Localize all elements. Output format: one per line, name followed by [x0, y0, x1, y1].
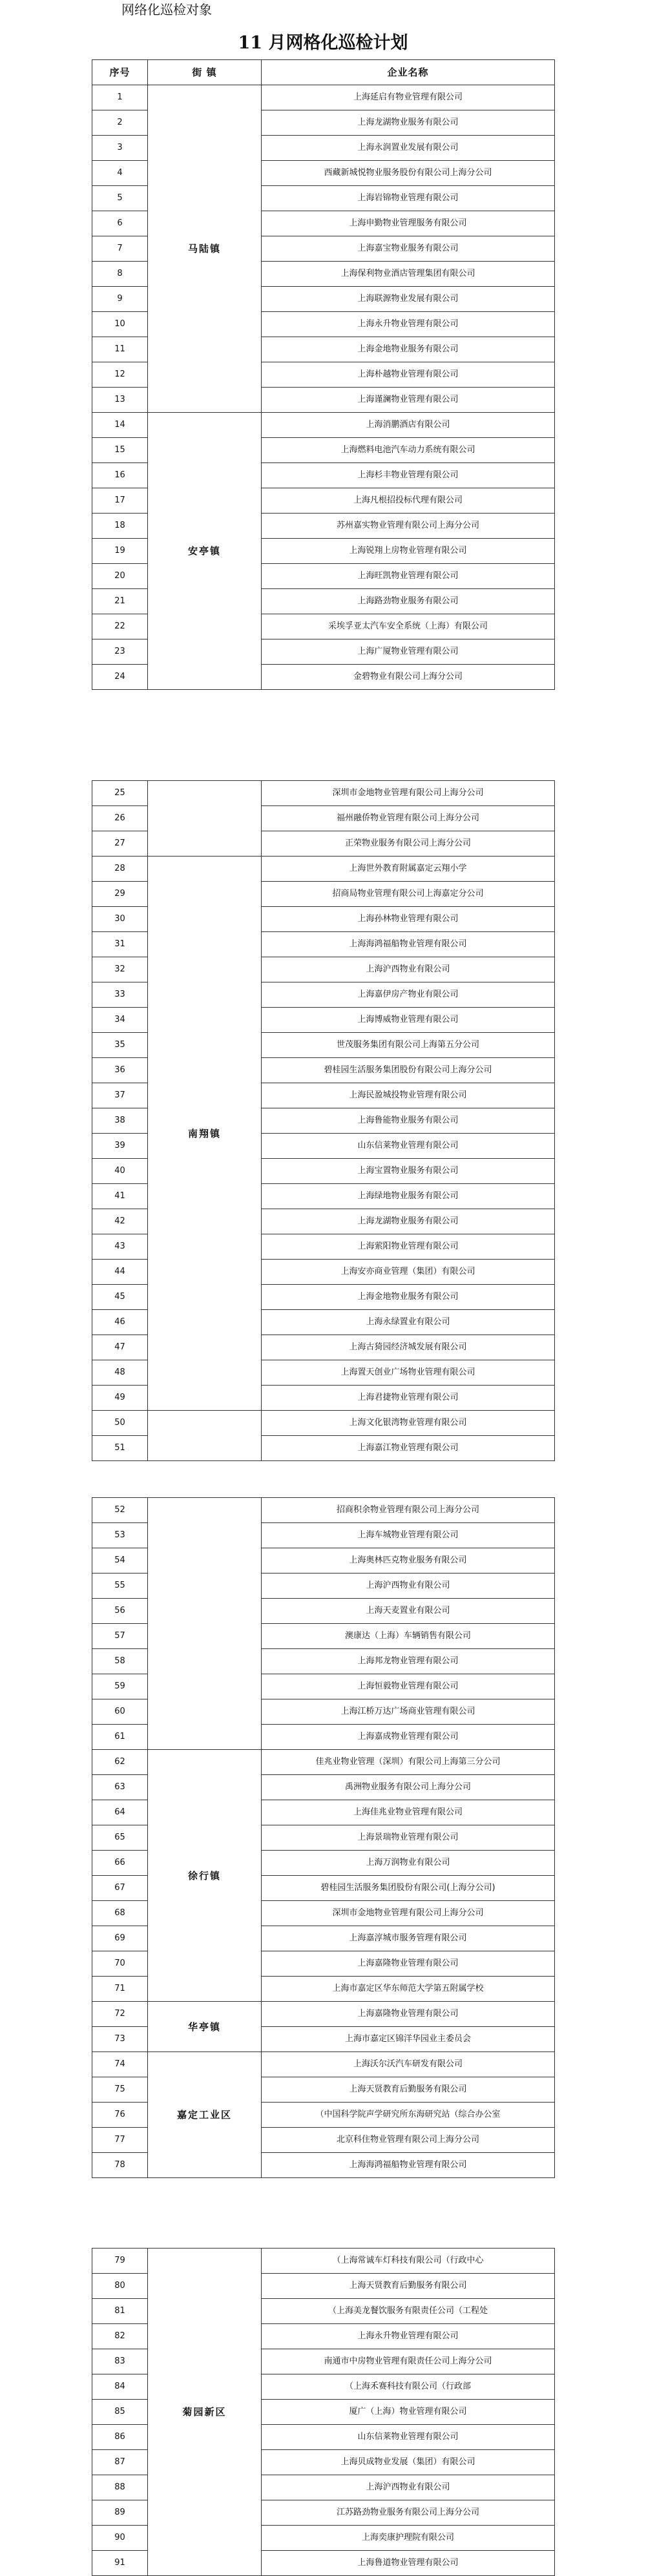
company-name: 上海车城物业管理有限公司	[262, 1523, 555, 1548]
row-number: 41	[92, 1184, 148, 1209]
row-number: 71	[92, 1977, 148, 2002]
row-number: 35	[92, 1033, 148, 1058]
row-number: 42	[92, 1209, 148, 1234]
row-number: 30	[92, 907, 148, 932]
company-name: 苏州嘉实物业管理有限公司上海分公司	[262, 514, 555, 539]
row-number: 83	[92, 2349, 148, 2374]
company-name: 上海龙湖物业服务有限公司	[262, 1209, 555, 1234]
table-row	[92, 781, 555, 806]
company-name: 上海永升物业管理有限公司	[262, 312, 555, 337]
company-name: 采埃孚亚太汽车安全系统（上海）有限公司	[262, 614, 555, 639]
company-name: 上海嘉伊房产物业有限公司	[262, 982, 555, 1008]
street-cell: 徐行镇	[148, 1750, 262, 2002]
table-section	[92, 1497, 554, 2178]
company-name: （上海美龙餐饮服务有限责任公司（工程处	[262, 2299, 555, 2324]
row-number: 4	[92, 161, 148, 186]
company-name: 上海鲁道物业管理有限公司	[262, 2551, 555, 2576]
company-name: 上海市嘉定区锦洋华园业主委员会	[262, 2027, 555, 2052]
company-name: 上海万润物业有限公司	[262, 1851, 555, 1876]
row-number: 11	[92, 337, 148, 362]
row-number: 51	[92, 1436, 148, 1461]
company-name: 上海嘉成物业管理有限公司	[262, 1725, 555, 1750]
street-cell: 华亭镇	[148, 2002, 262, 2052]
company-name: 上海天贤教育后勤服务有限公司	[262, 2077, 555, 2103]
company-name: 上海谨澜物业管理有限公司	[262, 388, 555, 413]
company-name: 上海市嘉定区华东师范大学第五附属学校	[262, 1977, 555, 2002]
table-row	[92, 1750, 555, 1775]
company-name: 上海江桥万达广场商业管理有限公司	[262, 1699, 555, 1725]
company-name: 江苏路劲物业服务有限公司上海分公司	[262, 2500, 555, 2526]
table-section	[92, 780, 554, 1461]
row-number: 90	[92, 2526, 148, 2551]
table-section	[92, 2248, 554, 2576]
company-name: 上海凡根招投标代理有限公司	[262, 488, 555, 514]
company-name: （上海禾赛科技有限公司（行政部	[262, 2374, 555, 2400]
row-number: 19	[92, 539, 148, 564]
company-name: 上海嘉淳城市服务管理有限公司	[262, 1926, 555, 1951]
company-name: 上海申勤物业管理服务有限公司	[262, 211, 555, 236]
company-name: 山东信莱物业管理有限公司	[262, 2425, 555, 2450]
row-number: 9	[92, 287, 148, 312]
row-number: 46	[92, 1310, 148, 1335]
row-number: 66	[92, 1851, 148, 1876]
row-number: 67	[92, 1876, 148, 1901]
company-name: 上海绿地物业服务有限公司	[262, 1184, 555, 1209]
company-name: 上海天贤教育后勤服务有限公司	[262, 2274, 555, 2299]
row-number: 12	[92, 362, 148, 388]
row-number: 50	[92, 1411, 148, 1436]
company-name: 上海永绿置业有限公司	[262, 1310, 555, 1335]
table-row	[92, 85, 555, 110]
company-name: 上海嘉隆物业管理有限公司	[262, 1951, 555, 1977]
row-number: 26	[92, 806, 148, 831]
company-name: 招商局物业管理有限公司上海嘉定分公司	[262, 882, 555, 907]
row-number: 85	[92, 2400, 148, 2425]
row-number: 45	[92, 1285, 148, 1310]
company-name: 上海沪西物业有限公司	[262, 957, 555, 982]
company-name: 上海宝置物业服务有限公司	[262, 1159, 555, 1184]
row-number: 82	[92, 2324, 148, 2349]
row-number: 25	[92, 781, 148, 806]
table-row	[92, 413, 555, 438]
company-name: 上海朴越物业管理有限公司	[262, 362, 555, 388]
row-number: 15	[92, 438, 148, 463]
row-number: 81	[92, 2299, 148, 2324]
company-name: 上海鲁能物业服务有限公司	[262, 1108, 555, 1134]
company-name: 上海古猗园经济城发展有限公司	[262, 1335, 555, 1360]
company-name: 上海联源物业发展有限公司	[262, 287, 555, 312]
company-name: 上海孙林物业管理有限公司	[262, 907, 555, 932]
row-number: 3	[92, 136, 148, 161]
company-name: 上海邦龙物业管理有限公司	[262, 1649, 555, 1674]
company-name: 上海民盈城投物业管理有限公司	[262, 1083, 555, 1108]
row-number: 28	[92, 857, 148, 882]
company-name: 世茂服务集团有限公司上海第五分公司	[262, 1033, 555, 1058]
row-number: 37	[92, 1083, 148, 1108]
company-name: 上海杉丰物业管理有限公司	[262, 463, 555, 488]
row-number: 39	[92, 1134, 148, 1159]
company-name: 深圳市金地物业管理有限公司上海分公司	[262, 781, 555, 806]
row-number: 87	[92, 2450, 148, 2475]
row-number: 17	[92, 488, 148, 514]
row-number: 6	[92, 211, 148, 236]
street-cell: 安亭镇	[148, 413, 262, 690]
company-name: 上海燃料电池汽车动力系统有限公司	[262, 438, 555, 463]
row-number: 44	[92, 1260, 148, 1285]
row-number: 29	[92, 882, 148, 907]
row-number: 10	[92, 312, 148, 337]
column-header-company: 企业名称	[262, 60, 555, 85]
row-number: 74	[92, 2052, 148, 2077]
company-name: 上海世外教育附属嘉定云翔小学	[262, 857, 555, 882]
company-name: 厦广（上海）物业管理有限公司	[262, 2400, 555, 2425]
row-number: 58	[92, 1649, 148, 1674]
company-name: 上海路劲物业服务有限公司	[262, 589, 555, 614]
table-row	[92, 2052, 555, 2077]
table-row	[92, 2249, 555, 2274]
row-number: 56	[92, 1599, 148, 1624]
row-number: 33	[92, 982, 148, 1008]
row-number: 49	[92, 1386, 148, 1411]
row-number: 21	[92, 589, 148, 614]
row-number: 77	[92, 2128, 148, 2153]
row-number: 1	[92, 85, 148, 110]
row-number: 8	[92, 262, 148, 287]
row-number: 18	[92, 514, 148, 539]
row-number: 31	[92, 932, 148, 957]
company-name: 上海佳兆业物业管理有限公司	[262, 1800, 555, 1825]
row-number: 55	[92, 1574, 148, 1599]
company-name: 上海保利物业酒店管理集团有限公司	[262, 262, 555, 287]
company-name: 上海文化银湾物业管理有限公司	[262, 1411, 555, 1436]
row-number: 86	[92, 2425, 148, 2450]
company-name: 上海金地物业服务有限公司	[262, 337, 555, 362]
table-section	[92, 59, 554, 690]
street-cell: 南翔镇	[148, 857, 262, 1411]
plan-label: 网络化巡检对象	[121, 2, 212, 17]
company-name: 上海消鹏酒店有限公司	[262, 413, 555, 438]
row-number: 84	[92, 2374, 148, 2400]
company-name: 深圳市金地物业管理有限公司上海分公司	[262, 1901, 555, 1926]
row-number: 34	[92, 1008, 148, 1033]
company-name: 上海奕康护理院有限公司	[262, 2526, 555, 2551]
company-name: 上海天麦置业有限公司	[262, 1599, 555, 1624]
row-number: 43	[92, 1234, 148, 1260]
row-number: 91	[92, 2551, 148, 2576]
row-number: 16	[92, 463, 148, 488]
company-name: 上海延启有物业管理有限公司	[262, 85, 555, 110]
company-name: 上海岩锦物业管理有限公司	[262, 186, 555, 211]
row-number: 60	[92, 1699, 148, 1725]
company-name: 金碧物业有限公司上海分公司	[262, 665, 555, 690]
company-name: 上海永升物业管理有限公司	[262, 2324, 555, 2349]
row-number: 20	[92, 564, 148, 589]
row-number: 89	[92, 2500, 148, 2526]
company-name: 上海旺凯物业管理有限公司	[262, 564, 555, 589]
company-name: 山东信莱物业管理有限公司	[262, 1134, 555, 1159]
row-number: 27	[92, 831, 148, 857]
company-name: 上海君捷物业管理有限公司	[262, 1386, 555, 1411]
company-name: 上海广厦物业管理有限公司	[262, 639, 555, 665]
row-number: 80	[92, 2274, 148, 2299]
company-name: 上海贝成物业发展（集团）有限公司	[262, 2450, 555, 2475]
row-number: 48	[92, 1360, 148, 1386]
row-number: 5	[92, 186, 148, 211]
company-name: 上海置天创业广场物业管理有限公司	[262, 1360, 555, 1386]
street-cell: 马陆镇	[148, 85, 262, 413]
street-cell	[148, 1411, 262, 1461]
company-name: 上海奥林匹克物业服务有限公司	[262, 1548, 555, 1574]
row-number: 7	[92, 236, 148, 262]
row-number: 88	[92, 2475, 148, 2500]
company-name: 上海萦阳物业管理有限公司	[262, 1234, 555, 1260]
company-name: 西藏新城悦物业服务股份有限公司上海分公司	[262, 161, 555, 186]
row-number: 14	[92, 413, 148, 438]
company-name: 上海恒毅物业管理有限公司	[262, 1674, 555, 1699]
row-number: 61	[92, 1725, 148, 1750]
row-number: 13	[92, 388, 148, 413]
table-row	[92, 1411, 555, 1436]
row-number: 36	[92, 1058, 148, 1083]
company-name: 上海金地物业服务有限公司	[262, 1285, 555, 1310]
row-number: 62	[92, 1750, 148, 1775]
company-name: 上海锐翔上房物业管理有限公司	[262, 539, 555, 564]
company-name: 上海景瑞物业管理有限公司	[262, 1825, 555, 1851]
row-number: 78	[92, 2153, 148, 2178]
company-name: 澳康达（上海）车辆销售有限公司	[262, 1624, 555, 1649]
row-number: 72	[92, 2002, 148, 2027]
street-cell	[148, 781, 262, 857]
company-name: 福州融侨物业管理有限公司上海分公司	[262, 806, 555, 831]
company-name: 北京科住物业管理有限公司上海分公司	[262, 2128, 555, 2153]
row-number: 69	[92, 1926, 148, 1951]
row-number: 65	[92, 1825, 148, 1851]
row-number: 63	[92, 1775, 148, 1800]
company-name: 佳兆业物业管理（深圳）有限公司上海第三分公司	[262, 1750, 555, 1775]
company-name: 上海沃尔沃汽车研发有限公司	[262, 2052, 555, 2077]
row-number: 75	[92, 2077, 148, 2103]
row-number: 40	[92, 1159, 148, 1184]
company-name: 正荣物业服务有限公司上海分公司	[262, 831, 555, 857]
company-name: 上海永润置业发展有限公司	[262, 136, 555, 161]
company-name: 上海嘉江物业管理有限公司	[262, 1436, 555, 1461]
row-number: 57	[92, 1624, 148, 1649]
company-name: （上海常诚车灯科技有限公司（行政中心	[262, 2249, 555, 2274]
company-name: 禹洲物业服务有限公司上海分公司	[262, 1775, 555, 1800]
row-number: 47	[92, 1335, 148, 1360]
row-number: 38	[92, 1108, 148, 1134]
table-row	[92, 2002, 555, 2027]
street-cell	[148, 1498, 262, 1750]
row-number: 2	[92, 110, 148, 136]
company-name: 上海沪西物业有限公司	[262, 1574, 555, 1599]
row-number: 59	[92, 1674, 148, 1699]
header-row	[92, 60, 555, 85]
row-number: 52	[92, 1498, 148, 1523]
company-name: 上海海鸿福船物业管理有限公司	[262, 2153, 555, 2178]
company-name: 上海海鸿福船物业管理有限公司	[262, 932, 555, 957]
table-row	[92, 857, 555, 882]
row-number: 76	[92, 2103, 148, 2128]
row-number: 53	[92, 1523, 148, 1548]
company-name: 招商积余物业管理有限公司上海分公司	[262, 1498, 555, 1523]
row-number: 68	[92, 1901, 148, 1926]
company-name: （中国科学院声学研究所东海研究站（综合办公室	[262, 2103, 555, 2128]
row-number: 22	[92, 614, 148, 639]
row-number: 54	[92, 1548, 148, 1574]
row-number: 32	[92, 957, 148, 982]
company-name: 南通市中房物业管理有限责任公司上海分公司	[262, 2349, 555, 2374]
column-header-street: 街 镇	[148, 60, 262, 85]
row-number: 24	[92, 665, 148, 690]
plan-title: 11 月网格化巡检计划	[238, 33, 408, 53]
table-row	[92, 1498, 555, 1523]
company-name: 上海嘉隆物业管理有限公司	[262, 2002, 555, 2027]
row-number: 70	[92, 1951, 148, 1977]
company-name: 上海沪西物业有限公司	[262, 2475, 555, 2500]
company-name: 上海博威物业管理有限公司	[262, 1008, 555, 1033]
company-name: 上海嘉宝物业服务有限公司	[262, 236, 555, 262]
street-cell: 菊园新区	[148, 2249, 262, 2576]
row-number: 64	[92, 1800, 148, 1825]
row-number: 73	[92, 2027, 148, 2052]
company-name: 上海安亦商业管理（集团）有限公司	[262, 1260, 555, 1285]
column-header-number: 序号	[92, 60, 148, 85]
row-number: 23	[92, 639, 148, 665]
company-name: 上海龙湖物业服务有限公司	[262, 110, 555, 136]
street-cell: 嘉定工业区	[148, 2052, 262, 2178]
row-number: 79	[92, 2249, 148, 2274]
company-name: 碧桂园生活服务集团股份有限公司(上海分公司)	[262, 1876, 555, 1901]
company-name: 碧桂园生活服务集团股份有限公司上海分公司	[262, 1058, 555, 1083]
